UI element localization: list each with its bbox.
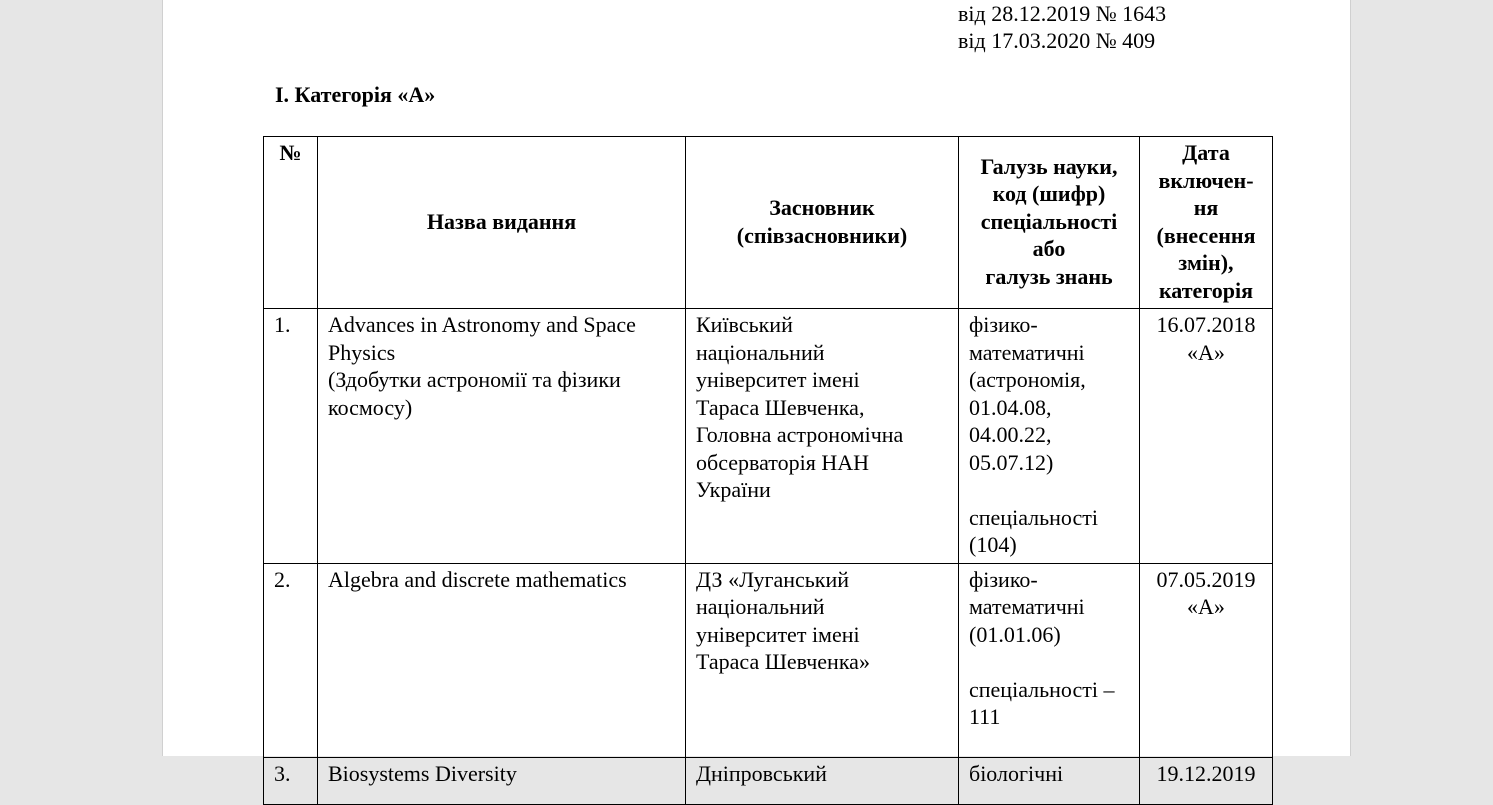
table-row (264, 563, 1273, 757)
order-reference-2: від 17.03.2020 № 409 (958, 28, 1156, 53)
journal-title: Advances in Astronomy and Space Physics (Здобутки астрономії та фізики космосу) (318, 309, 686, 564)
order-references (958, 0, 1166, 54)
journal-field: біологічні (959, 757, 1140, 804)
row-number: 3. (264, 757, 318, 804)
row-number: 1. (264, 309, 318, 564)
journals-table (263, 136, 1273, 805)
row-number: 2. (264, 563, 318, 757)
header-founder: Засновник (співзасновники) (686, 137, 959, 309)
journal-founder: ДЗ «Луганський національний університет імені Тараса Шевченка» (686, 563, 959, 757)
journal-field: фізико- математичні (01.01.06) спеціальності – 111 (959, 563, 1140, 757)
header-number: № (264, 137, 318, 309)
header-field: Галузь науки, код (шифр) спеціальності або галузь знань (959, 137, 1140, 309)
journal-field: фізико- математичні (астрономія, 01.04.08, 04.00.22, 05.07.12) спеціальності (104) (959, 309, 1140, 564)
journal-date: 19.12.2019 (1140, 757, 1273, 804)
table-header-row (264, 137, 1273, 309)
header-date: Дата включен- ня (внесення змін), категорія (1140, 137, 1273, 309)
section-title: І. Категорія «А» (275, 82, 436, 107)
journal-title: Algebra and discrete mathematics (318, 563, 686, 757)
table-row (264, 757, 1273, 804)
journal-founder: Дніпровський (686, 757, 959, 804)
journal-date: 07.05.2019 «А» (1140, 563, 1273, 757)
journal-date: 16.07.2018 «А» (1140, 309, 1273, 564)
journal-founder: Київський національний університет імені Тараса Шевченка, Головна астрономічна обсерваторія НАН України (686, 309, 959, 564)
header-title: Назва видання (318, 137, 686, 309)
document-page (162, 0, 1351, 786)
table-row (264, 309, 1273, 564)
order-reference-1: від 28.12.2019 № 1643 (958, 1, 1167, 26)
journal-title: Biosystems Diversity (318, 757, 686, 804)
